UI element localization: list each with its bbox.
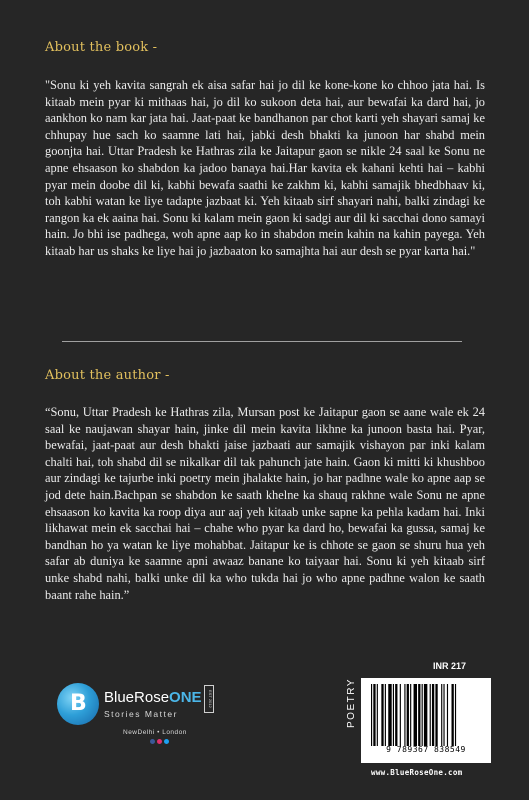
isbn-number: 9 789367 838549 <box>386 745 466 754</box>
social-icons <box>150 739 169 744</box>
instagram-icon <box>157 739 162 744</box>
publisher-name-main: BlueRose <box>104 689 170 706</box>
barcode-box <box>361 678 491 763</box>
publisher-website: www.BlueRoseOne.com <box>371 768 463 777</box>
about-book-text: "Sonu ki yeh kavita sangrah ek aisa safar hai jo dil ke kone-kone ko chhoo jata hai. Is kitaab mein pyar ki mithaas hai, jo dil ko sukoon deta hai, aur bewafai ka dard hai, jo aankhon ko nam kar jata hai. Jaat-paat ke bandhanon par chot karti yeh shayari samaj ke chhupay hue sach ko saamne lati hai, jabki desh bhakti ka junoon har shabd mein goonjta hai. Uttar Pradesh ke Hathras zila ke Jaitapur gaon se nikle 24 saal ke Sonu ne apne ehsaason ko shabdon ka jadoo banaya hai.Har kavita ek kahani kehti hai – kabhi pyar mein doobe dil ki, kabhi bewafa saathi ke zakhm ki, kabhi samajik bhedbhaav ki, toh kabhi watan ke liye tadapte jazbaat ki. Yeh kitaab sirf shayari nahi, balki zindagi ke rangon ka ek aaina hai. Sonu ki kalam mein gaon ki sadgi aur dil ki sacchai dono samayi hain. Jo bhi ise padhega, woh apne aap ko in shabdon mein kahin na kahin payega. Yeh kitaab har us shaks ke liye hai jo jazbaaton ko samajhta hai aur desh se pyar karta hai." <box>45 78 485 258</box>
publisher-logo <box>57 683 277 753</box>
logo-letter: B <box>70 691 87 716</box>
twitter-icon <box>164 739 169 744</box>
about-book-heading: About the book - <box>45 40 158 55</box>
publisher-name <box>104 689 202 706</box>
about-author-heading: About the author - <box>45 368 170 383</box>
price-label: INR 217 <box>433 661 467 671</box>
estd-badge: EST 2012 <box>204 685 214 713</box>
about-author-text: “Sonu, Uttar Pradesh ke Hathras zila, Mursan post ke Jaitapur gaon se aane wale ek 24 saal ke naujawan shayar hain, jinke dil mein kavita likhne ka junoon basta hai. Pyar, bewafai, jaat-paat aur desh bhakti jaise jazbaati aur samajik vishayon par inki kalam chalti hai, toh shabd dil se nikalkar dil tak pahunch jate hain. Gaon ki mitti ki khushboo aur zindagi ke tajurbe inki poetry mein jhalakte hain, jo har padhne wale ko apne aap se jod dete hain.Bachpan se shabdon ke saath khelne ka shauq rakhne wale Sonu ne apne ehsaason ko kavita ka roop diya aur aaj yeh kitaab unke sapne ka pehla kadam hai. Inki likhawat mein ek sacchai hai – chahe who pyar ka dard ho, bewafai ka gussa, samaj ke bandhan ho ya watan ke liye mohabbat. Jaitapur ke is chhote se gaon se shuru hua yeh safar ab duniya ke saamne apni awaaz banane ko taiyaar hai. Sonu ki yeh kitaab sirf unke shabd nahi, balki unke dil ka who tukda hai jo who apne padhne walon ke saath baant rahe hain.” <box>45 405 485 602</box>
publisher-name-accent: ONE <box>169 689 202 706</box>
genre-label: POETRY <box>346 678 357 728</box>
barcode <box>369 684 483 746</box>
section-divider <box>62 341 462 342</box>
facebook-icon <box>150 739 155 744</box>
publisher-tagline: Stories Matter <box>104 709 178 719</box>
publisher-cities: NewDelhi • London <box>123 729 187 736</box>
